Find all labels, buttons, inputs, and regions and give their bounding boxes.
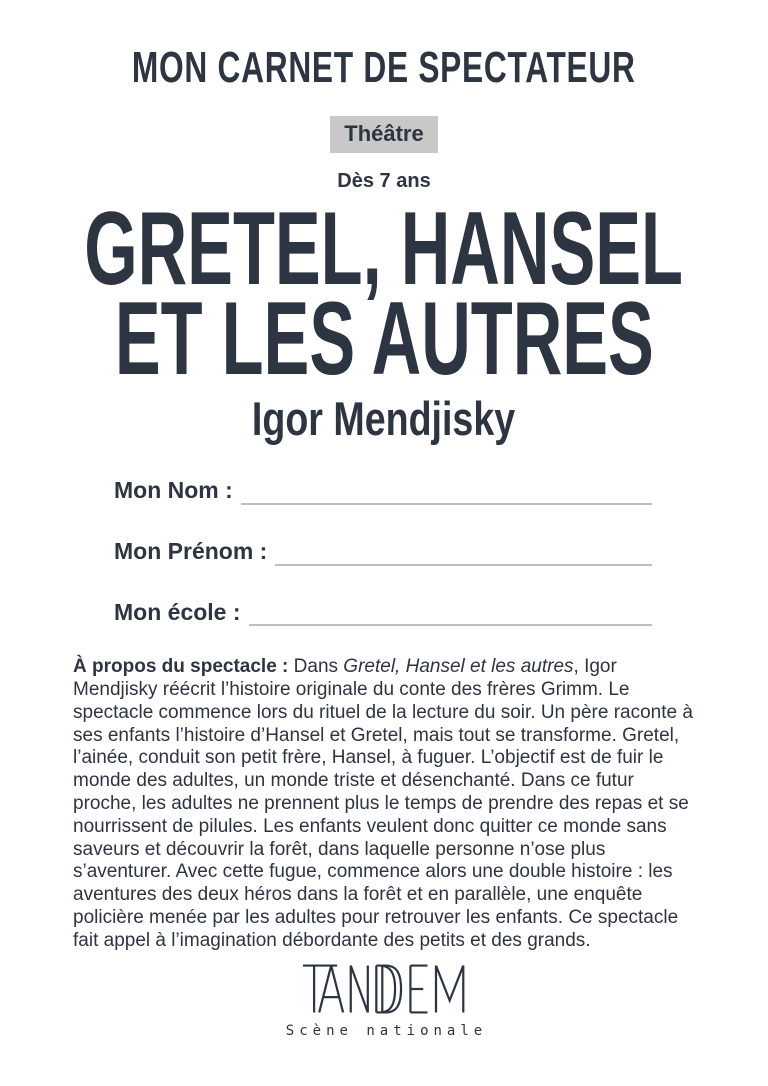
document-header (0, 43, 768, 193)
form-row-firstname (114, 538, 652, 566)
school-write-line[interactable] (249, 600, 652, 626)
about-paragraph (73, 656, 695, 952)
spectator-form (74, 477, 694, 626)
footer (0, 963, 768, 1039)
show-title-line-1: GRETEL, HANSEL (84, 191, 684, 308)
name-label: Mon Nom : (114, 477, 233, 504)
about-body: , Igor Mendjisky réécrit l’histoire originale du conte des frères Grimm. Le spectacle commence lors du rituel de la lecture du soir. Un père raconte à ses enfants l’histoire d’Hansel et Gretel, mais tout se transforme. Gretel, l’ainée, conduit son petit frère, Hansel, à fuguer. L’objectif est de fuir le monde des adultes, un monde triste et désenchanté. Dans ce futur proche, les adultes ne prennent plus le temps de prendre des repas et se nourrissent de pilules. Les enfants veulent donc quitter ce monde sans saveurs et découvrir la forêt, dans laquelle personne n’ose plus s’aventurer. Avec cette fugue, commence alors une double histoire : les aventures des deux héros dans la forêt et en parallèle, une enquête policière menée par les adultes pour retrouver les enfants. Ce spectacle fait appel à l’imagination débordante des petits et des grands. (73, 656, 693, 951)
about-show-title-italic: Gretel, Hansel et les autres (343, 656, 574, 678)
about-lead: À propos du spectacle : (73, 656, 294, 678)
age-label: Dès 7 ans (337, 170, 431, 193)
about-pre-italic: Dans (293, 656, 344, 678)
page-title: MON CARNET DE SPECTATEUR (132, 43, 636, 92)
logo-tagline: Scène nationale (285, 1022, 488, 1039)
firstname-label: Mon Prénom : (114, 538, 268, 564)
school-label: Mon école : (114, 598, 241, 625)
show-title-line-2: ET LES AUTRES (114, 280, 654, 397)
name-write-line[interactable] (241, 479, 652, 505)
form-row-school (114, 599, 652, 627)
form-row-name (114, 477, 652, 505)
author-name: Igor Mendjisky (252, 392, 516, 446)
category-badge: Théâtre (330, 116, 437, 153)
tandem-logo-icon (303, 963, 465, 1015)
firstname-write-line[interactable] (275, 540, 652, 566)
show-title (0, 191, 768, 446)
